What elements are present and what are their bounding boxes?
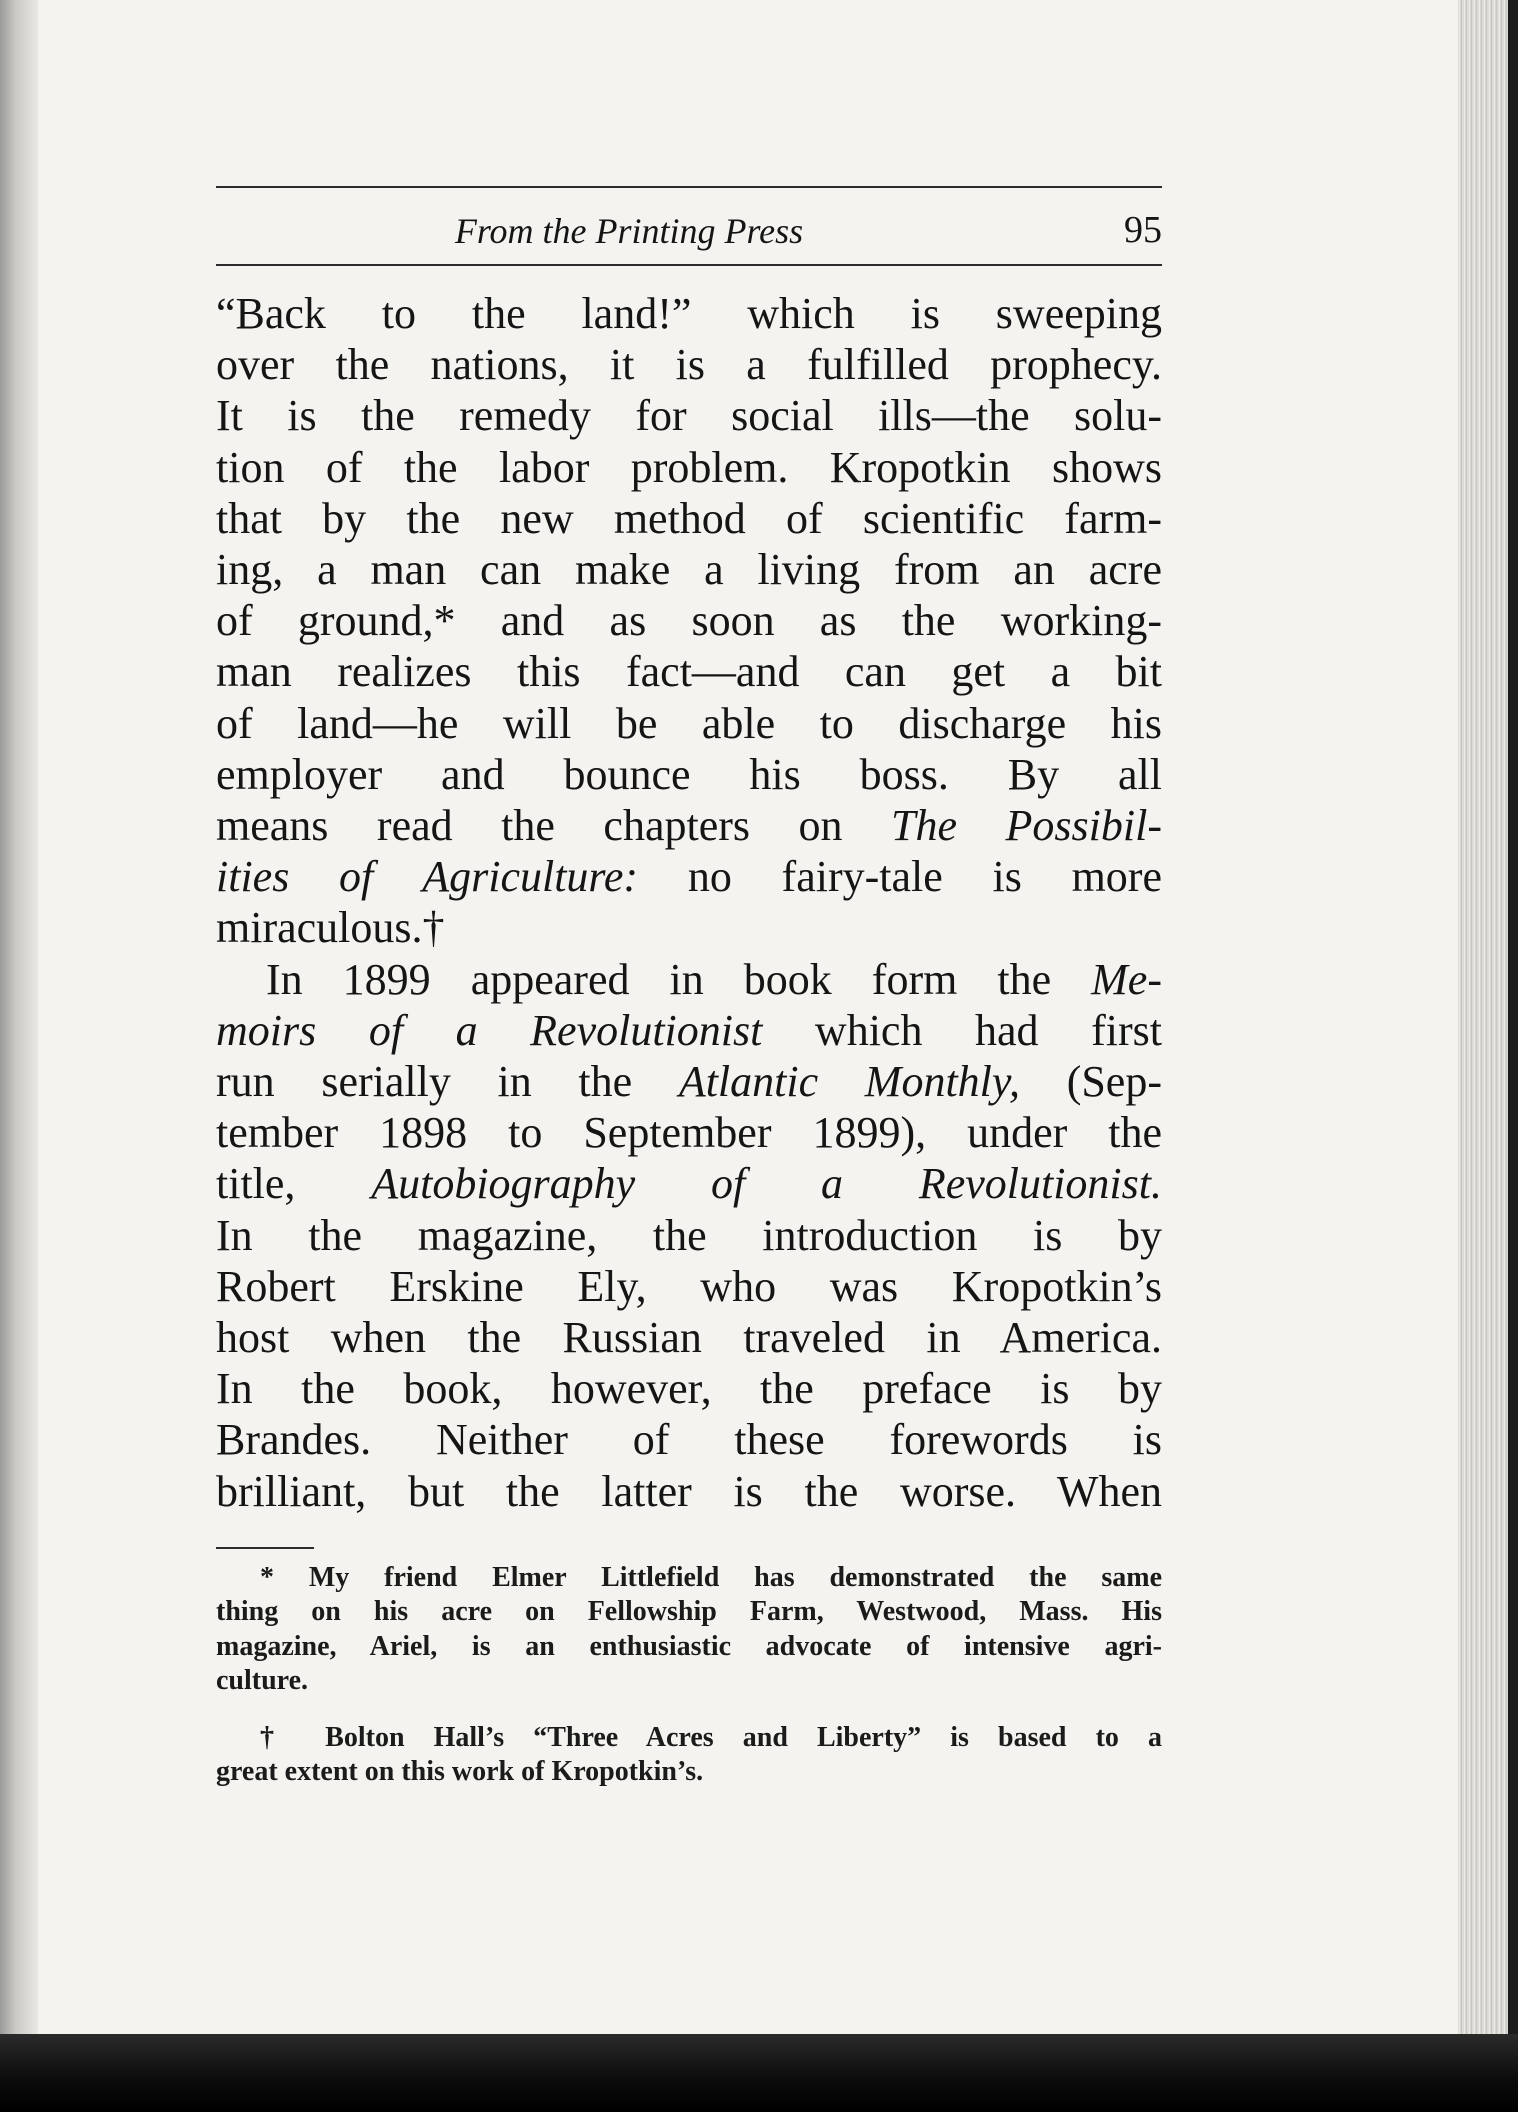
text-line: man realizes this fact—and can get a bit (216, 647, 1162, 697)
text-line: that by the new method of scientific farm- (216, 493, 1162, 543)
text-segment: title, (216, 1159, 372, 1209)
book-page (216, 186, 1162, 1790)
italic-title: Autobiography of a Revolutionist. (371, 1159, 1162, 1209)
text-line: miraculous.† (216, 903, 445, 953)
text-line: tember 1898 to September 1899), under the (216, 1108, 1162, 1158)
italic-title: The Possibil- (891, 801, 1162, 851)
footnote-rule (216, 1547, 314, 1549)
text-segment: In 1899 appeared in book form the (266, 954, 1092, 1004)
body-text (216, 288, 1162, 1517)
text-line (216, 1158, 1162, 1209)
text-line (216, 800, 1162, 851)
text-segment: (Sep- (1020, 1057, 1162, 1107)
text-line: brilliant, but the latter is the worse. When (216, 1466, 1162, 1516)
scan-bottom-shadow (0, 2034, 1518, 2112)
text-line (216, 1005, 1162, 1056)
text-line (216, 954, 1162, 1005)
text-segment: means read the chapters on (216, 801, 892, 851)
italic-title: ities of Agriculture: (216, 852, 639, 902)
italic-title: Atlantic Monthly, (678, 1057, 1021, 1107)
italic-title: moirs of a Revolutionist (216, 1005, 763, 1055)
text-segment: run serially in the (216, 1057, 679, 1107)
footnote-line: thing on his acre on Fellowship Farm, Westwood, Mass. His (216, 1596, 1162, 1628)
running-title: From the Printing Press (454, 211, 804, 251)
header-bottom-rule (216, 264, 1162, 266)
text-line: In the magazine, the introduction is by (216, 1210, 1162, 1260)
footnote-line: culture. (216, 1665, 309, 1697)
footnote-line: great extent on this work of Kropotkin’s. (216, 1756, 704, 1788)
footnote-line: † Bolton Hall’s “Three Acres and Liberty” is based to a (260, 1721, 1162, 1753)
text-line (216, 1056, 1162, 1107)
page-header (216, 188, 1162, 264)
text-segment: which had first (762, 1005, 1162, 1055)
page-edge-stack (1458, 0, 1518, 2112)
footnotes (216, 1561, 1162, 1790)
text-line: Brandes. Neither of these forewords is (216, 1415, 1162, 1465)
text-line: host when the Russian traveled in America. (216, 1313, 1162, 1363)
text-line: of ground,* and as soon as the working- (216, 596, 1162, 646)
footnote-line: * My friend Elmer Littlefield has demonstrated the same (260, 1561, 1162, 1593)
text-line: ing, a man can make a living from an acre (216, 545, 1162, 595)
footnote-gap (216, 1699, 1162, 1721)
text-line: “Back to the land!” which is sweeping (216, 289, 1162, 338)
text-line: over the nations, it is a fulfilled prophecy. (216, 340, 1162, 390)
text-segment: no fairy-tale is more (638, 852, 1162, 902)
text-line: tion of the labor problem. Kropotkin shows (216, 442, 1162, 492)
text-line: employer and bounce his boss. By all (216, 749, 1162, 799)
text-line: of land—he will be able to discharge his (216, 698, 1162, 748)
text-line: It is the remedy for social ills—the solu- (216, 391, 1162, 441)
footnote-line: magazine, Ariel, is an enthusiastic advocate of intensive agri- (216, 1630, 1162, 1662)
text-line (216, 851, 1162, 902)
italic-title: Me- (1091, 954, 1162, 1004)
book-gutter-shadow (0, 0, 38, 2112)
text-line: In the book, however, the preface is by (216, 1364, 1162, 1414)
page-number: 95 (1124, 209, 1162, 251)
text-line: Robert Erskine Ely, who was Kropotkin’s (216, 1261, 1162, 1311)
